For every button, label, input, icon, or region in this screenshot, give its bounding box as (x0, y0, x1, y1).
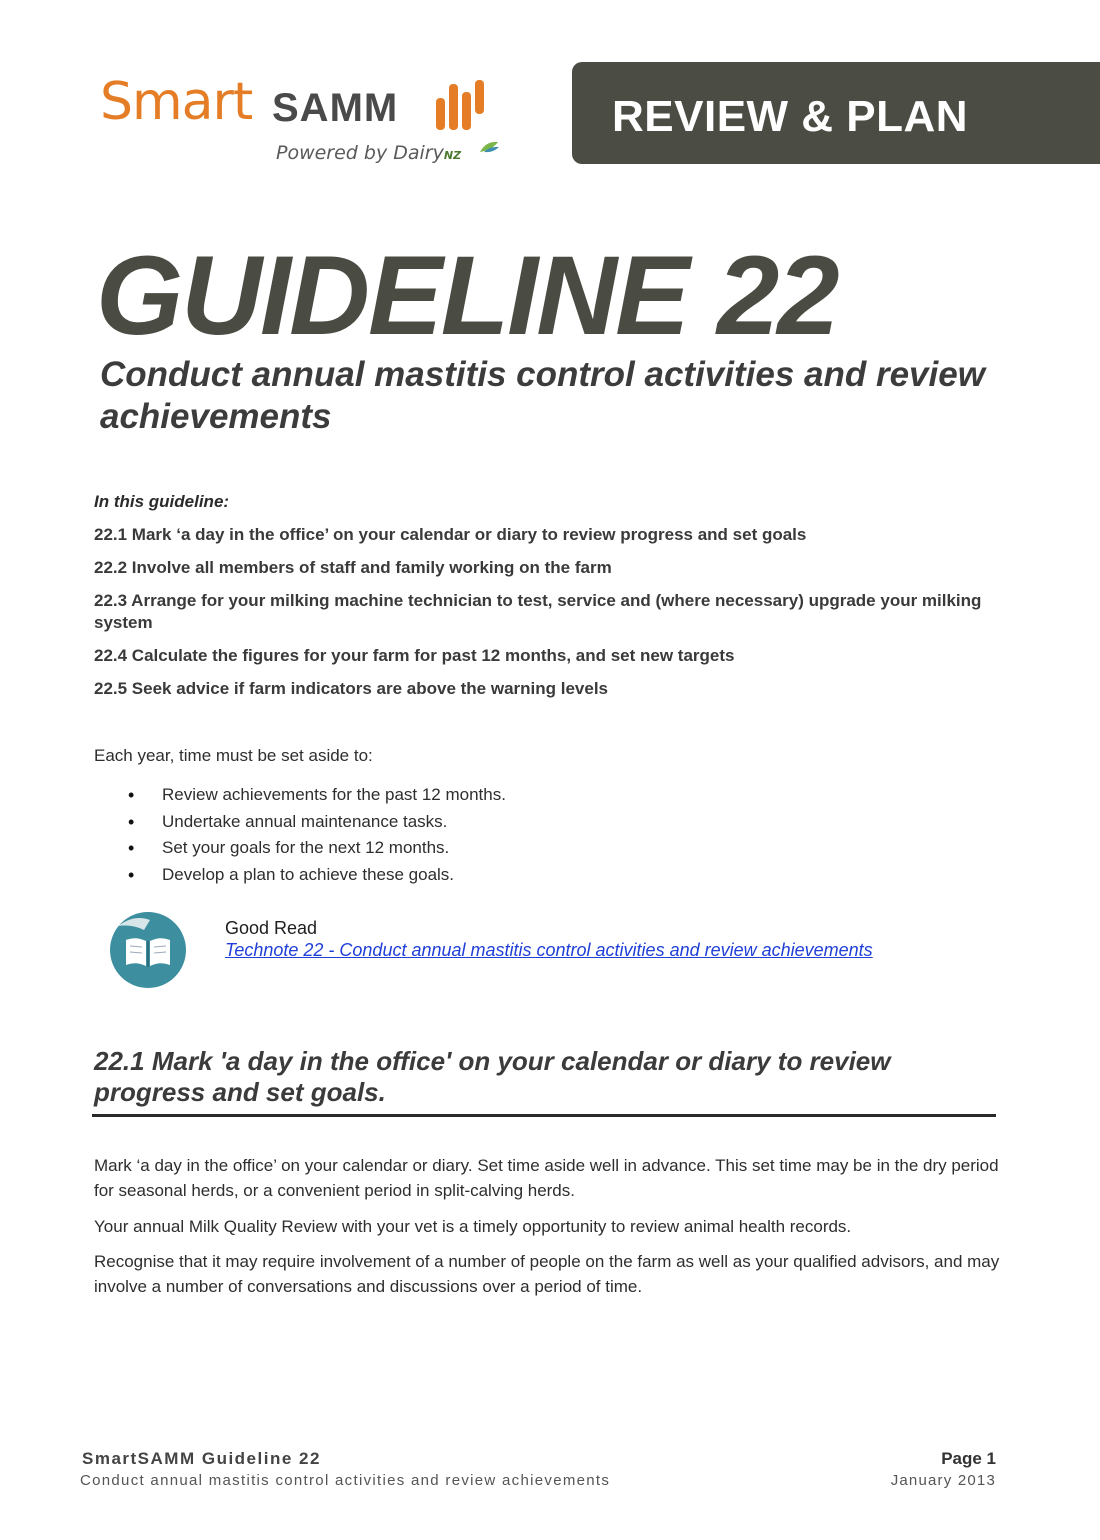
toc-item: 22.3 Arrange for your milking machine technician to test, service and (where necessary) upgrade your milking system (94, 591, 982, 632)
good-read-label: Good Read (225, 918, 318, 938)
toc-list (94, 524, 1014, 711)
section-paragraph: Your annual Milk Quality Review with your vet is a timely opportunity to review animal health records. (94, 1217, 852, 1236)
toc-item: 22.2 Involve all members of staff and family working on the farm (94, 558, 612, 577)
bullet-item: • Undertake annual maintenance tasks. (126, 809, 506, 836)
page-subtitle: Conduct annual mastitis control activities and review achievements (100, 355, 985, 436)
section-paragraph: Recognise that it may require involvement of a number of people on the farm as well as your qualified advisors, and may involve a number of conversations and discussions over a period of time. (94, 1252, 1000, 1296)
section-divider (92, 1114, 996, 1117)
technote-link[interactable]: Technote 22 - Conduct annual mastitis control activities and review achievements (225, 940, 873, 960)
banner-label: REVIEW & PLAN (612, 92, 969, 141)
bullet-item: • Set your goals for the next 12 months. (126, 835, 506, 862)
logo-powered-by: Powered by DairyNZ (276, 142, 462, 164)
logo-bars-icon (434, 76, 494, 136)
footer-subtitle: Conduct annual mastitis control activities and review achievements (80, 1472, 611, 1489)
footer-date: January 2013 (890, 1472, 996, 1489)
page-title: GUIDELINE 22 (96, 233, 838, 358)
bullet-item: • Develop a plan to achieve these goals. (126, 862, 506, 889)
toc-heading: In this guideline: (94, 492, 230, 511)
bullet-list (126, 782, 506, 888)
review-plan-banner (572, 62, 1100, 164)
toc-item: 22.1 Mark ‘a day in the office’ on your calendar or diary to review progress and set goals (94, 525, 807, 544)
bullet-item: • Review achievements for the past 12 months. (126, 782, 506, 809)
footer-title: SmartSAMM Guideline 22 (82, 1449, 321, 1468)
toc-item: 22.5 Seek advice if farm indicators are above the warning levels (94, 679, 609, 698)
logo-samm-text: SAMM (272, 86, 399, 130)
book-icon (104, 906, 190, 992)
section-heading: 22.1 Mark 'a day in the office' on your calendar or diary to review progress and set goals. (94, 1046, 891, 1107)
section-paragraph: Mark ‘a day in the office’ on your calendar or diary. Set time aside well in advance. This set time may be in the dry period for seasonal herds, or a convenient period in split-calving herds. (94, 1156, 999, 1200)
smartsamm-logo (100, 70, 520, 180)
logo-smart-text: Smart (100, 72, 253, 132)
page-number: Page 1 (941, 1449, 996, 1468)
intro-text: Each year, time must be set aside to: (94, 746, 373, 765)
toc-item: 22.4 Calculate the figures for your farm for past 12 months, and set new targets (94, 646, 735, 665)
dairynz-leaf-icon (478, 140, 500, 154)
